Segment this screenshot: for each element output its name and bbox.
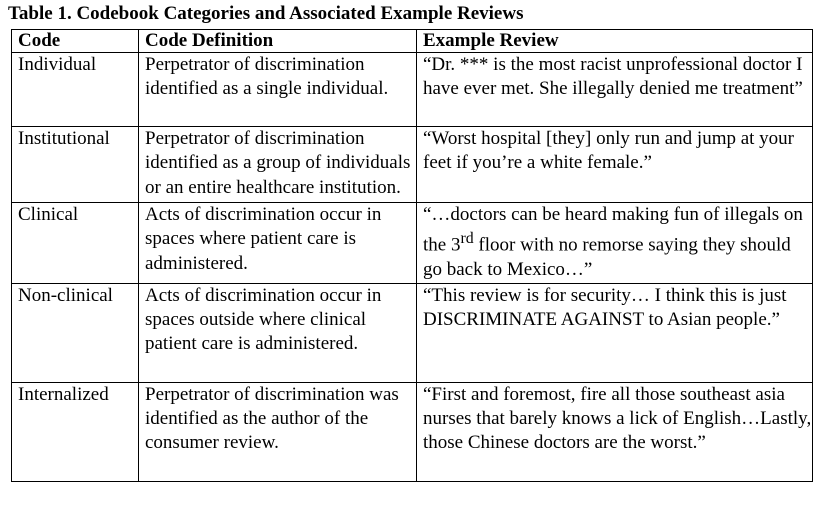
cell-definition: [139, 127, 417, 203]
header-example-review: Example Review: [417, 30, 813, 53]
example-text: [423, 203, 812, 283]
table-row-individual: [12, 53, 813, 127]
cell-example: [417, 203, 813, 284]
cell-definition: [139, 382, 417, 481]
example-text-part: “…doctors can be heard making fun of illegals on the 3: [423, 204, 808, 256]
code-text: Non-clinical: [18, 284, 113, 306]
code-text: Institutional: [18, 128, 110, 149]
definition-text: Acts of discrimination occur in spaces outside where clinical patient care is administered.: [145, 284, 387, 355]
code-text: Clinical: [18, 204, 79, 225]
example-text: “Worst hospital [they] only run and jump at your feet if you’re a white female.”: [423, 128, 799, 174]
cell-definition: [139, 283, 417, 382]
table-row-institutional: [12, 127, 813, 203]
code-text: Individual: [18, 54, 97, 75]
cell-code: [12, 127, 139, 203]
cell-code: [12, 283, 139, 382]
header-code-definition: Code Definition: [139, 30, 417, 53]
code-text: Internalized: [18, 383, 109, 405]
example-text-part: floor with no remorse saying they should go back to Mexico…”: [423, 234, 796, 281]
definition-text: Perpetrator of discrimination identified as a group of individuals or an entire healthcare institution.: [145, 128, 416, 198]
example-text: “First and foremost, fire all those southeast asia nurses that barely knows a lick of English…Lastly, those Chinese doctors are the worst.”: [423, 383, 816, 454]
table-header-row: [12, 30, 813, 53]
example-text: “Dr. *** is the most racist unprofessional doctor I have ever met. She illegally denied me treatment”: [423, 54, 808, 100]
cell-example: [417, 382, 816, 481]
table-row-non-clinical: [12, 283, 813, 382]
cell-definition: [139, 203, 417, 284]
cell-code: [12, 382, 139, 481]
cell-example: [417, 127, 813, 203]
table-caption: Table 1. Codebook Categories and Associated Example Reviews: [8, 3, 524, 24]
codebook-table: [11, 29, 816, 482]
cell-code: [12, 53, 139, 127]
header-code: Code: [12, 30, 139, 53]
definition-text: Perpetrator of discrimination identified as a single individual.: [145, 54, 389, 100]
ordinal-superscript: rd: [460, 230, 474, 248]
definition-text: Perpetrator of discrimination was identified as the author of the consumer review.: [145, 383, 404, 454]
cell-code: [12, 203, 139, 284]
example-text: “This review is for security… I think this is just DISCRIMINATE AGAINST to Asian people.”: [423, 284, 792, 330]
table-row-internalized: [12, 382, 813, 481]
cell-example: [417, 53, 813, 127]
cell-definition: [139, 53, 417, 127]
definition-text: Acts of discrimination occur in spaces where patient care is administered.: [145, 204, 387, 274]
table-row-clinical: [12, 203, 813, 284]
cell-example: [417, 283, 813, 382]
